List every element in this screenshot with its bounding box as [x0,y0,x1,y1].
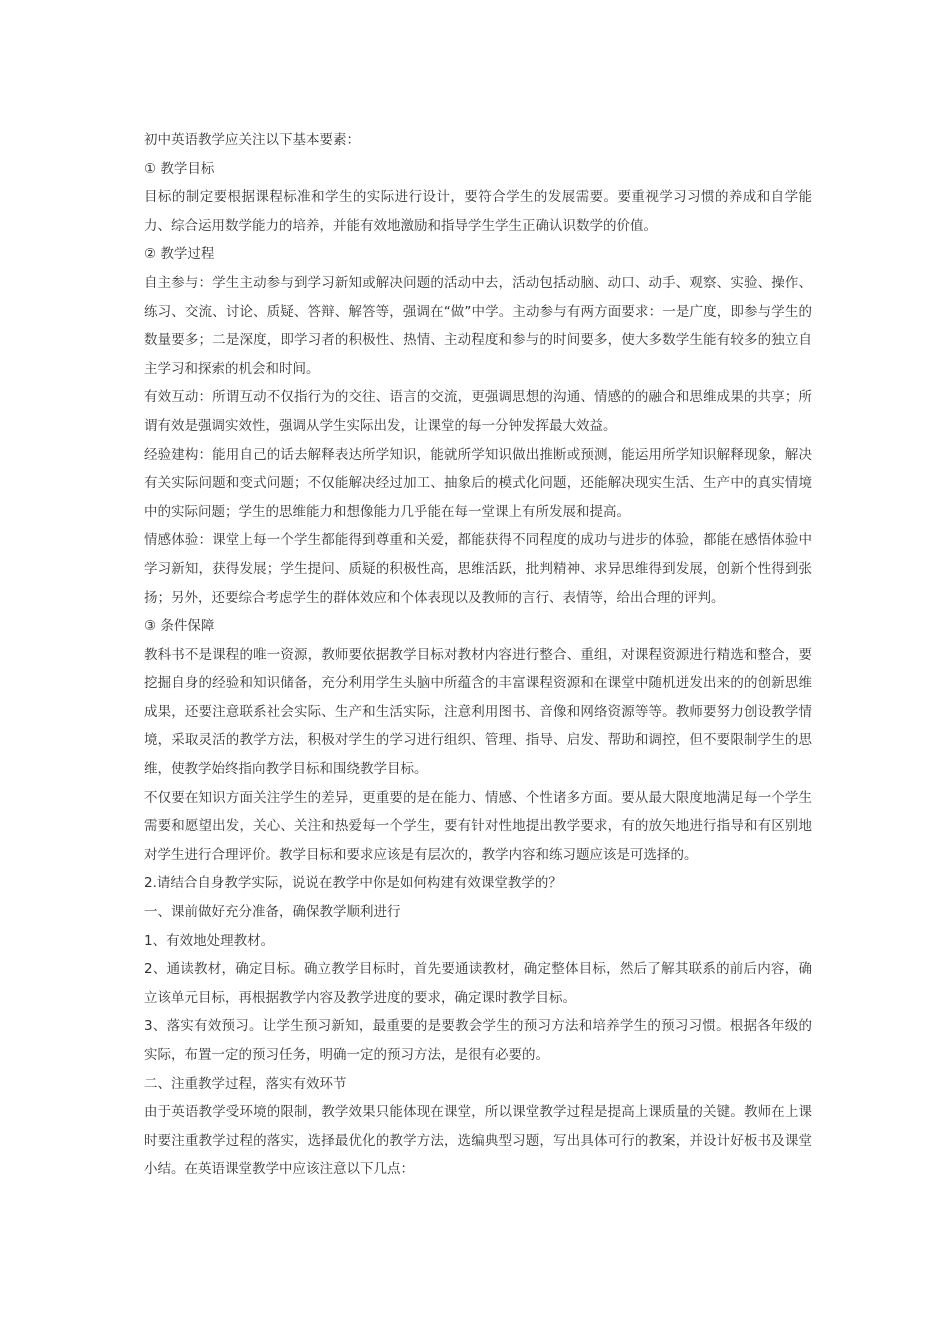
paragraph-classroom-process: 由于英语教学受环境的限制，教学效果只能体现在课堂，所以课堂教学过程是提高上课质量的关键。教师在上课时要注重教学过程的落实，选择最优化的教学方法，选编典型习题，写出具体可行的教案，并设计好板书及课堂小结。在英语课堂教学中应该注意以下几点： [144,1104,812,1178]
paragraph-experience-construction: 经验建构：能用自己的话去解释表达所学知识，能就所学知识做出推断或预测，能运用所学知识解释现象，解决有关实际问题和变式问题；不仅能解决经过加工、抽象后的模式化问题，还能解决现实生活、生产中的真实情境中的实际问题；学生的思维能力和想像能力几乎能在每一堂课上有所发展和提高。 [144,446,812,520]
paragraph-effective-interaction: 有效互动：所谓互动不仅指行为的交往、语言的交流，更强调思想的沟通、情感的的融合和思维成果的共享；所谓有效是强调实效性，强调从学生实际出发，让课堂的每一分钟发挥最大效益。 [144,389,812,434]
paragraph-emotional-experience: 情感体验：课堂上每一个学生都能得到尊重和关爱，都能获得不同程度的成功与进步的体验，都能在感悟体验中学习新知，获得发展；学生提问、质疑的积极性高，思维活跃，批判精神、求异思维得到发展，创新个性得到张扬；另外，还要综合考虑学生的群体效应和个体表现以及教师的言行、表情等，给出合理的评判。 [144,532,812,606]
section-two-heading: 二、注重教学过程，落实有效环节 [144,1075,347,1092]
item-2: 2、通读教材，确定目标。确立教学目标时，首先要通读教材，确定整体目标，然后了解其联系的前后内容，确立该单元目标，再根据教学内容及教学进度的要求，确定课时教学目标。 [144,961,812,1006]
question-2: 2.请结合自身教学实际，说说在教学中你是如何构建有效课堂教学的？ [144,875,562,892]
document-body [144,126,812,1184]
section-one-heading: 一、课前做好充分准备，确保教学顺利进行 [144,904,401,921]
item-1: 1、有效地处理教材。 [144,932,275,949]
paragraph-student-differences: 不仅要在知识方面关注学生的差异，更重要的是在能力、情感、个性诸多方面。要从最大限度地满足每一个学生需要和愿望出发，关心、关注和热爱每一个学生，要有针对性地提出教学要求，有的放矢地进行指导和有区别地对学生进行合理评价。教学目标和要求应该是有层次的，教学内容和练习题应该是可选择的。 [144,789,812,863]
heading-teaching-goals: ① 教学目标 [144,160,215,177]
paragraph-self-participation: 自主参与：学生主动参与到学习新知或解决问题的活动中去，活动包括动脑、动口、动手、观察、实验、操作、练习、交流、讨论、质疑、答辩、解答等，强调在“做”中学。主动参与有两方面要求：一是广度，即参与学生的数量要多；二是深度，即学习者的积极性、热情、主动程度和参与的时间要多，使大多数学生能有较多的独立自主学习和探索的机会和时间。 [144,274,812,377]
paragraph-goals: 目标的制定要根据课程标准和学生的实际进行设计，要符合学生的发展需要。要重视学习习惯的养成和自学能力、综合运用数学能力的培养，并能有效地激励和指导学生学生正确认识数学的价值。 [144,189,812,234]
paragraph-textbook-resources: 教科书不是课程的唯一资源，教师要依据教学目标对教材内容进行整合、重组，对课程资源进行精选和整合，要挖掘自身的经验和知识储备，充分利用学生头脑中所蕴含的丰富课程资源和在课堂中随机迸发出来的的创新思维成果，还要注意联系社会实际、生产和生活实际，注意利用图书、音像和网络资源等等。教师要努力创设教学情境，采取灵活的教学方法，积极对学生的学习进行组织、管理、指导、启发、帮助和调控，但不要限制学生的思维，使教学始终指向教学目标和围绕教学目标。 [144,646,812,778]
item-3: 3、落实有效预习。让学生预习新知，最重要的是要教会学生的预习方法和培养学生的预习习惯。根据各年级的实际，布置一定的预习任务，明确一定的预习方法，是很有必要的。 [144,1018,812,1063]
heading-condition-guarantee: ③ 条件保障 [144,618,215,635]
heading-teaching-process: ② 教学过程 [144,246,215,263]
intro-line: 初中英语教学应关注以下基本要素： [144,132,360,148]
